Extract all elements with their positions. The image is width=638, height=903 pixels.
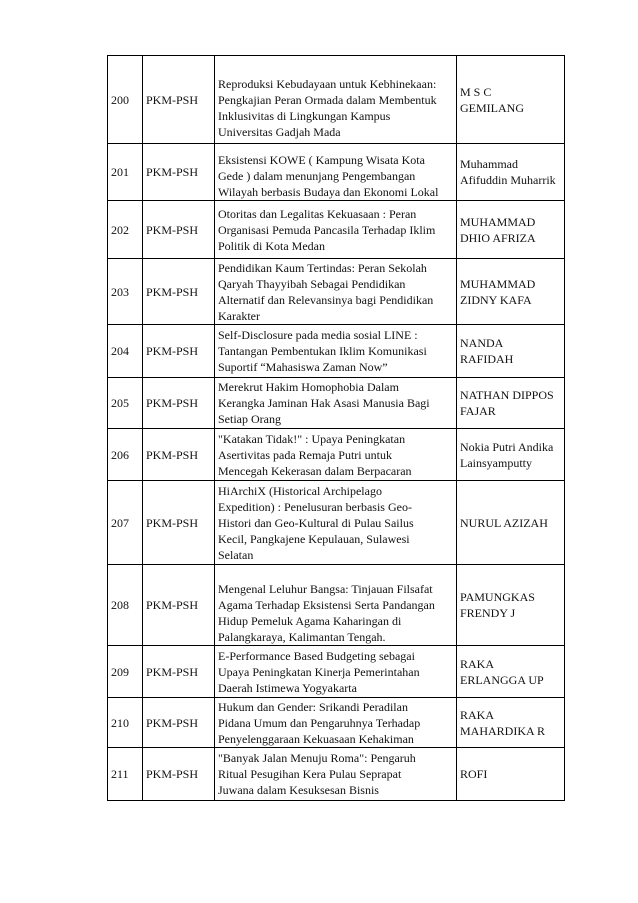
proposal-title-line: Mengenal Leluhur Bangsa: Tinjauan Filsafat bbox=[218, 582, 433, 596]
program-code: PKM-PSH bbox=[143, 748, 215, 801]
program-code: PKM-PSH bbox=[143, 565, 215, 646]
proposal-title-line: Reproduksi Kebudayaan untuk Kebhinekaan: bbox=[218, 76, 437, 91]
table-row bbox=[108, 201, 565, 259]
proposal-title-line: Otoritas dan Legalitas Kekuasaan : Peran bbox=[218, 206, 417, 221]
proposal-title bbox=[215, 646, 457, 698]
proposal-title-line: Qaryah Thayyibah Sebagai Pendidikan bbox=[218, 276, 406, 291]
proposal-title-line: Hukum dan Gender: Srikandi Peradilan bbox=[218, 699, 408, 714]
student-name: Muhammad Afifuddin Muharrik bbox=[457, 144, 565, 201]
row-number: 208 bbox=[108, 565, 143, 646]
table-row bbox=[108, 481, 565, 565]
student-name: NATHAN DIPPOS FAJAR bbox=[457, 378, 565, 429]
proposal-title-line: Mencegah Kekerasan dalam Berpacaran bbox=[218, 463, 412, 478]
proposal-title-line: Gede ) dalam menunjang Pengembangan bbox=[218, 168, 416, 183]
student-name: RAKA ERLANGGA UP bbox=[457, 646, 565, 698]
proposal-title-line: Hidup Pemeluk Agama Kaharingan di bbox=[218, 614, 402, 628]
proposal-title bbox=[215, 325, 457, 378]
proposal-title-line: Wilayah berbasis Budaya dan Ekonomi Lokal bbox=[218, 184, 439, 199]
proposal-title bbox=[215, 429, 457, 481]
program-code: PKM-PSH bbox=[143, 429, 215, 481]
proposal-title-line: Organisasi Pemuda Pancasila Terhadap Iklim bbox=[218, 222, 436, 237]
row-number: 202 bbox=[108, 201, 143, 259]
proposal-title-line: Karakter bbox=[218, 308, 260, 323]
proposal-title-line: Tantangan Pembentukan Iklim Komunikasi bbox=[218, 344, 427, 358]
proposal-title-line: Selatan bbox=[218, 547, 254, 562]
table-body bbox=[108, 56, 565, 801]
table-row bbox=[108, 646, 565, 698]
proposal-title-line: Ritual Pesugihan Kera Pulau Seprapat bbox=[218, 767, 402, 781]
student-name: Nokia Putri Andika Lainsyamputty bbox=[457, 429, 565, 481]
row-number: 201 bbox=[108, 144, 143, 201]
table-row bbox=[108, 748, 565, 801]
proposal-title-line: Pidana Umum dan Pengaruhnya Terhadap bbox=[218, 715, 421, 730]
proposal-title-line: "Banyak Jalan Menuju Roma": Pengaruh bbox=[218, 751, 416, 765]
student-name: PAMUNGKAS FRENDY J bbox=[457, 565, 565, 646]
table-row bbox=[108, 325, 565, 378]
proposal-title-line: Palangkaraya, Kalimantan Tengah. bbox=[218, 630, 386, 644]
row-number: 203 bbox=[108, 259, 143, 325]
student-name: M S C GEMILANG bbox=[457, 56, 565, 144]
proposal-title bbox=[215, 481, 457, 565]
row-number: 204 bbox=[108, 325, 143, 378]
proposal-title bbox=[215, 378, 457, 429]
proposal-title bbox=[215, 259, 457, 325]
proposal-title-line: Alternatif dan Relevansinya bagi Pendidikan bbox=[218, 292, 434, 307]
program-code: PKM-PSH bbox=[143, 201, 215, 259]
row-number: 207 bbox=[108, 481, 143, 565]
program-code: PKM-PSH bbox=[143, 259, 215, 325]
proposal-title bbox=[215, 748, 457, 801]
student-name: MUHAMMAD DHIO AFRIZA bbox=[457, 201, 565, 259]
row-number: 209 bbox=[108, 646, 143, 698]
proposal-title-line: HiArchiX (Historical Archipelago bbox=[218, 483, 382, 498]
proposal-title-line: Penyelenggaraan Kekuasaan Kehakiman bbox=[218, 731, 414, 746]
row-number: 205 bbox=[108, 378, 143, 429]
proposal-title bbox=[215, 201, 457, 259]
proposal-title-line: E-Performance Based Budgeting sebagai bbox=[218, 648, 415, 663]
proposal-title-line: Juwana dalam Kesuksesan Bisnis bbox=[218, 783, 379, 797]
proposal-title-line: Expedition) : Penelusuran berbasis Geo- bbox=[218, 499, 412, 514]
student-name: NURUL AZIZAH bbox=[457, 481, 565, 565]
proposal-title bbox=[215, 698, 457, 748]
program-code: PKM-PSH bbox=[143, 378, 215, 429]
proposal-title bbox=[215, 565, 457, 646]
proposal-title-line: Kecil, Pangkajene Kepulauan, Sulawesi bbox=[218, 531, 410, 546]
proposal-title bbox=[215, 56, 457, 144]
student-name: NANDA RAFIDAH bbox=[457, 325, 565, 378]
proposal-title-line: Asertivitas pada Remaja Putri untuk bbox=[218, 447, 392, 462]
table-row bbox=[108, 259, 565, 325]
proposal-title-line: Merekrut Hakim Homophobia Dalam bbox=[218, 380, 399, 394]
proposal-title-line: Pengkajian Peran Ormada dalam Membentuk bbox=[218, 92, 437, 107]
proposal-title-line: Histori dan Geo-Kultural di Pulau Sailus bbox=[218, 515, 414, 530]
proposal-title-line: Upaya Peningkatan Kinerja Pemerintahan bbox=[218, 664, 420, 679]
table-row bbox=[108, 378, 565, 429]
row-number: 200 bbox=[108, 56, 143, 144]
proposal-table bbox=[107, 55, 565, 801]
proposal-title-line: Suportif “Mahasiswa Zaman Now” bbox=[218, 360, 388, 374]
row-number: 206 bbox=[108, 429, 143, 481]
proposal-title-line: "Katakan Tidak!" : Upaya Peningkatan bbox=[218, 431, 406, 446]
table-row bbox=[108, 698, 565, 748]
proposal-title-line: Politik di Kota Medan bbox=[218, 238, 325, 253]
proposal-title-line: Pendidikan Kaum Tertindas: Peran Sekolah bbox=[218, 260, 427, 275]
program-code: PKM-PSH bbox=[143, 481, 215, 565]
table-row bbox=[108, 56, 565, 144]
proposal-title-line: Setiap Orang bbox=[218, 412, 281, 426]
program-code: PKM-PSH bbox=[143, 56, 215, 144]
table-row bbox=[108, 565, 565, 646]
table-row bbox=[108, 144, 565, 201]
table-row bbox=[108, 429, 565, 481]
program-code: PKM-PSH bbox=[143, 144, 215, 201]
student-name: MUHAMMAD ZIDNY KAFA bbox=[457, 259, 565, 325]
program-code: PKM-PSH bbox=[143, 646, 215, 698]
row-number: 211 bbox=[108, 748, 143, 801]
student-name: ROFI bbox=[457, 748, 565, 801]
student-name: RAKA MAHARDIKA R bbox=[457, 698, 565, 748]
proposal-title bbox=[215, 144, 457, 201]
program-code: PKM-PSH bbox=[143, 325, 215, 378]
proposal-title-line: Inklusivitas di Lingkungan Kampus bbox=[218, 108, 391, 123]
proposal-title-line: Self-Disclosure pada media sosial LINE : bbox=[218, 328, 418, 342]
proposal-title-line: Eksistensi KOWE ( Kampung Wisata Kota bbox=[218, 152, 425, 167]
proposal-title-line: Universitas Gadjah Mada bbox=[218, 124, 341, 139]
proposal-title-line: Kerangka Jaminan Hak Asasi Manusia Bagi bbox=[218, 396, 430, 410]
program-code: PKM-PSH bbox=[143, 698, 215, 748]
proposal-title-line: Daerah Istimewa Yogyakarta bbox=[218, 680, 357, 695]
row-number: 210 bbox=[108, 698, 143, 748]
proposal-title-line: Agama Terhadap Eksistensi Serta Pandangan bbox=[218, 598, 435, 612]
